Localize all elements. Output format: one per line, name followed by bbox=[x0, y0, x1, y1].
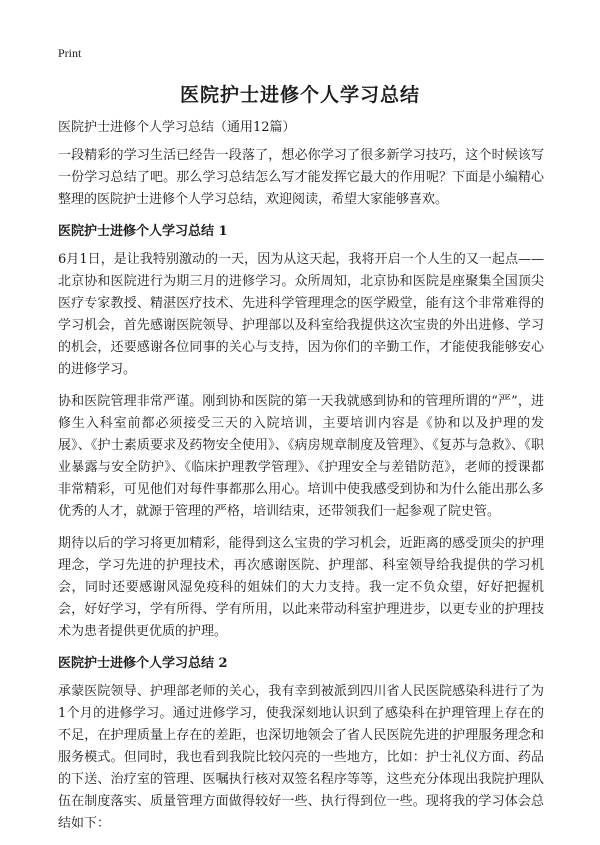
section-2-heading: 医院护士进修个人学习总结 2 bbox=[58, 656, 228, 671]
section-1-paragraph-3: 期待以后的学习将更加精彩，能得到这么宝贵的学习机会，近距离的感受顶尖的护理理念，学习先进的护理技术，再次感谢医院、护理部、科室领导给我提供的学习机会，同时还要感谢风湿免疫科的姐妹们的大力支持。我一定不负众望，好好把握机会，好好学习，学有所得、学有所用，以此来带动科室护理进步，以更专业的护理技术为患者提供更优质的护理。 bbox=[58, 536, 544, 639]
section-2-paragraph-1: 承蒙医院领导、护理部老师的关心，我有幸到被派到四川省人民医院感染科进行了为1个月的进修学习。通过进修学习，使我深刻地认识到了感染科在护理管理上存在的不足，在护理质量上存在的差距，也深切地领会了省人民医院先进的护理服务理念和服务模式。但同时，我也看到我院比较闪亮的一些地方，比如：护士礼仪方面、药品的下送、治疗室的管理、医嘱执行核对双签名程序等等，这些充分体现出我院护理队伍在制度落实、质量管理方面做得较好一些、执行得到位一些。现将我的学习体会总结如下： bbox=[58, 684, 544, 831]
intro-paragraph: 一段精彩的学习生活已经告一段落了，想必你学习了很多新学习技巧，这个时候该写一份学习总结了吧。那么学习总结怎么写才能发挥它最大的作用呢？下面是小编精心整理的医院护士进修个人学习总结，欢迎阅读，希望大家能够喜欢。 bbox=[58, 148, 544, 207]
section-1-paragraph-2: 协和医院管理非常严谨。刚到协和医院的第一天我就感到协和的管理所谓的“严”，进修生入科室前都必须接受三天的入院培训，主要培训内容是《协和以及护理的发展》、《护士素质要求及药物安全使用》、《病房规章制度及管理》、《复苏与急救》、《职业暴露与安全防护》、《临床护理教学管理》、《护理安全与差错防范》，老师的授课都非常精彩，可见他们对每件事都那么用心。培训中使我感受到协和为什么能出那么多优秀的人才，就源于管理的严格，培训结束，还带领我们一起参观了院史管。 bbox=[58, 394, 544, 519]
print-link[interactable]: Print bbox=[58, 46, 82, 60]
section-1-paragraph-1: 6月1日，是让我特别激动的一天，因为从这天起，我将开启一个人生的又一起点——北京协和医院进行为期三月的进修学习。众所周知，北京协和医院是座聚集全国顶尖医疗专家教授、精湛医疗技术、先进科学管理理念的医学殿堂，能有这个非常难得的学习机会，首先感谢医院领导、护理部以及科室给我提供这次宝贵的外出进修、学习的机会，还要感谢各位同事的关心与支持，因为你们的辛勤工作，才能使我能够安心的进修学习。 bbox=[58, 252, 544, 377]
document-body bbox=[58, 117, 544, 845]
section-1-heading: 医院护士进修个人学习总结 1 bbox=[58, 224, 228, 239]
document-subtitle: 医院护士进修个人学习总结（通用12篇） bbox=[58, 120, 296, 135]
document-title: 医院护士进修个人学习总结 bbox=[179, 84, 420, 106]
